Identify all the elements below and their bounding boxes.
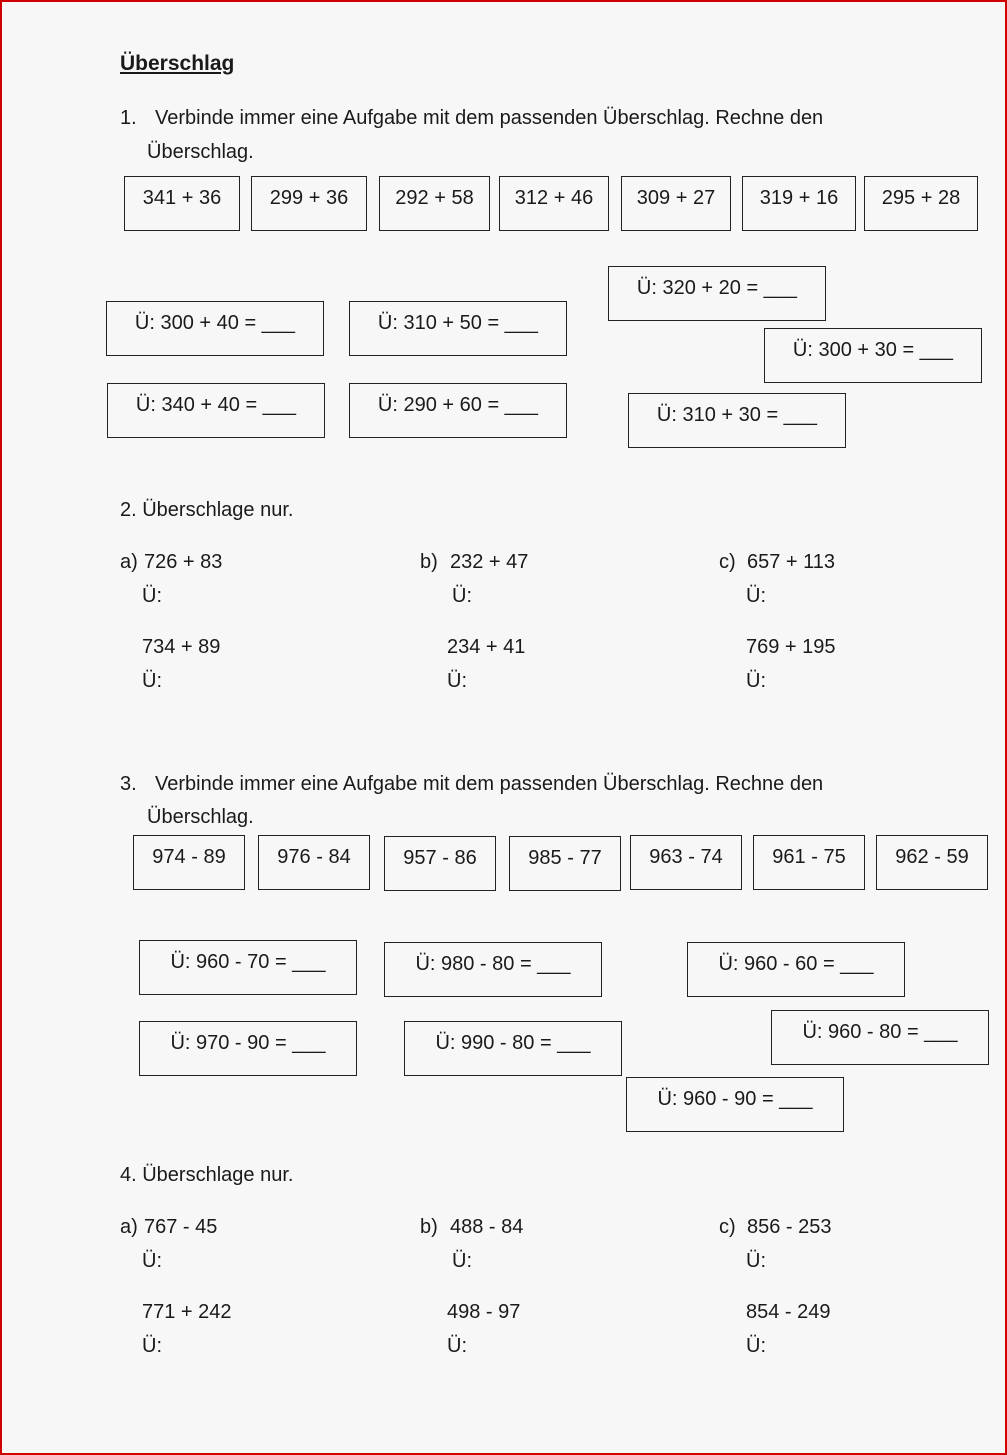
task4-a2: 771 + 242 xyxy=(142,1301,232,1323)
task2-b1-estimate-label: Ü: xyxy=(452,585,472,607)
task3-estimate-box[interactable]: Ü: 960 - 80 = ___ xyxy=(771,1010,989,1065)
task1-estimate-box[interactable]: Ü: 300 + 40 = ___ xyxy=(106,301,324,356)
task2-a1-estimate-label: Ü: xyxy=(142,585,162,607)
task1-estimate-box[interactable]: Ü: 310 + 50 = ___ xyxy=(349,301,567,356)
task2-c1-estimate-label: Ü: xyxy=(746,585,766,607)
task4-b2: 498 - 97 xyxy=(447,1301,521,1323)
task1-problem-box[interactable]: 299 + 36 xyxy=(251,176,367,231)
task2-c2-estimate-label: Ü: xyxy=(746,670,766,692)
task3-problem-box[interactable]: 963 - 74 xyxy=(630,835,742,890)
task2-a2: 734 + 89 xyxy=(142,636,221,658)
task3-problem-box[interactable]: 962 - 59 xyxy=(876,835,988,890)
task3-estimate-box[interactable]: Ü: 980 - 80 = ___ xyxy=(384,942,602,997)
task4-c1-estimate-label: Ü: xyxy=(746,1250,766,1272)
task4-c-label: c) xyxy=(719,1216,736,1238)
task2-c-label: c) xyxy=(719,551,736,573)
task4-c2-estimate-label: Ü: xyxy=(746,1335,766,1357)
task3-estimate-box[interactable]: Ü: 960 - 90 = ___ xyxy=(626,1077,844,1132)
task4-a-label: a) xyxy=(120,1216,138,1238)
task3-problem-box[interactable]: 961 - 75 xyxy=(753,835,865,890)
task1-number: 1. xyxy=(120,107,137,129)
task4-b-label: b) xyxy=(420,1216,438,1238)
task4-b1-estimate-label: Ü: xyxy=(452,1250,472,1272)
task3-estimate-box[interactable]: Ü: 960 - 60 = ___ xyxy=(687,942,905,997)
task1-problem-box[interactable]: 295 + 28 xyxy=(864,176,978,231)
task1-problem-box[interactable]: 319 + 16 xyxy=(742,176,856,231)
task1-instruction-cont: Überschlag. xyxy=(147,141,254,163)
page-title: Überschlag xyxy=(120,52,235,75)
task1-estimate-box[interactable]: Ü: 290 + 60 = ___ xyxy=(349,383,567,438)
task2-a-label: a) xyxy=(120,551,138,573)
task3-instruction-cont: Überschlag. xyxy=(147,806,254,828)
task4-heading: 4. Überschlage nur. xyxy=(120,1164,294,1186)
task2-heading: 2. Überschlage nur. xyxy=(120,499,294,521)
task1-estimate-box[interactable]: Ü: 300 + 30 = ___ xyxy=(764,328,982,383)
task1-problem-box[interactable]: 312 + 46 xyxy=(499,176,609,231)
task1-problem-box[interactable]: 292 + 58 xyxy=(379,176,490,231)
task3-problem-box[interactable]: 985 - 77 xyxy=(509,836,621,891)
task3-estimate-box[interactable]: Ü: 960 - 70 = ___ xyxy=(139,940,357,995)
task2-c2: 769 + 195 xyxy=(746,636,836,658)
task2-b1: 232 + 47 xyxy=(450,551,529,573)
task2-a2-estimate-label: Ü: xyxy=(142,670,162,692)
task4-b2-estimate-label: Ü: xyxy=(447,1335,467,1357)
task2-b2: 234 + 41 xyxy=(447,636,526,658)
task1-problem-box[interactable]: 341 + 36 xyxy=(124,176,240,231)
task4-a1: 767 - 45 xyxy=(144,1216,218,1238)
task2-a1: 726 + 83 xyxy=(144,551,223,573)
task3-number: 3. xyxy=(120,773,137,795)
task1-estimate-box[interactable]: Ü: 340 + 40 = ___ xyxy=(107,383,325,438)
task1-problem-box[interactable]: 309 + 27 xyxy=(621,176,731,231)
task2-c1: 657 + 113 xyxy=(747,551,836,573)
task4-c1: 856 - 253 xyxy=(747,1216,832,1238)
task1-instruction: Verbinde immer eine Aufgabe mit dem passenden Überschlag. Rechne den xyxy=(155,107,824,129)
task1-estimate-box[interactable]: Ü: 310 + 30 = ___ xyxy=(628,393,846,448)
task4-b1: 488 - 84 xyxy=(450,1216,524,1238)
task3-problem-box[interactable]: 976 - 84 xyxy=(258,835,370,890)
task3-estimate-box[interactable]: Ü: 970 - 90 = ___ xyxy=(139,1021,357,1076)
task3-instruction: Verbinde immer eine Aufgabe mit dem passenden Überschlag. Rechne den xyxy=(155,773,824,795)
task1-estimate-box[interactable]: Ü: 320 + 20 = ___ xyxy=(608,266,826,321)
task2-b2-estimate-label: Ü: xyxy=(447,670,467,692)
task3-estimate-box[interactable]: Ü: 990 - 80 = ___ xyxy=(404,1021,622,1076)
task4-a2-estimate-label: Ü: xyxy=(142,1335,162,1357)
task4-c2: 854 - 249 xyxy=(746,1301,831,1323)
task2-b-label: b) xyxy=(420,551,438,573)
task3-problem-box[interactable]: 957 - 86 xyxy=(384,836,496,891)
task3-problem-box[interactable]: 974 - 89 xyxy=(133,835,245,890)
task4-a1-estimate-label: Ü: xyxy=(142,1250,162,1272)
